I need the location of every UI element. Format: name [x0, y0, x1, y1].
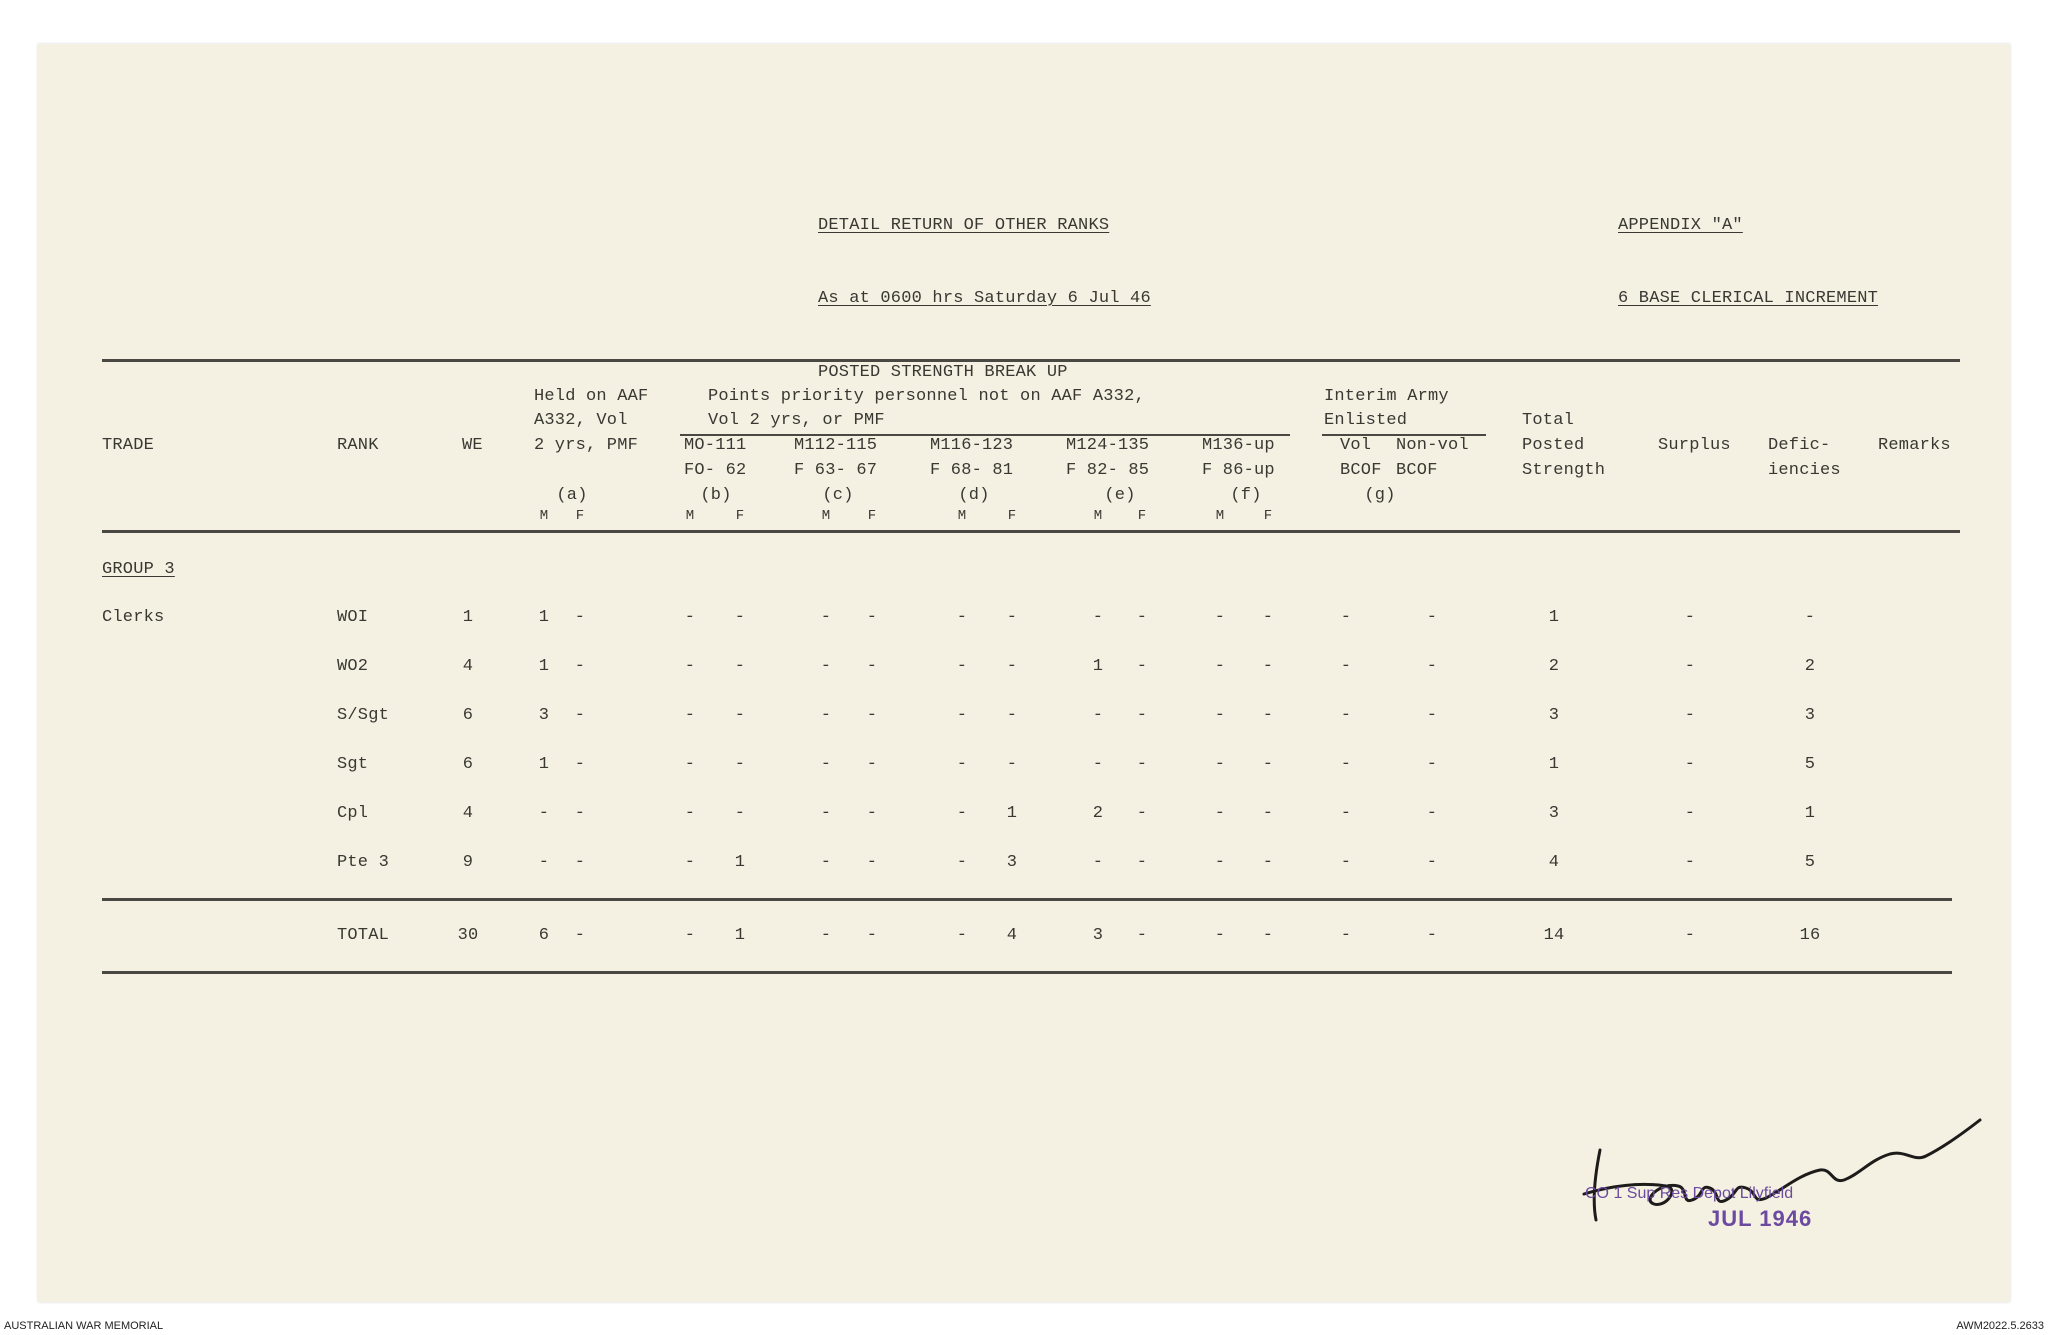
row-cell: - [684, 755, 696, 774]
row-cell: - [1006, 755, 1018, 774]
col-b-line2: FO- 62 [684, 461, 747, 480]
trade-name: Clerks [102, 608, 165, 627]
row-cell: - [1006, 706, 1018, 725]
total-rank: TOTAL [337, 926, 390, 945]
col-interim-line1: Interim Army [1324, 387, 1449, 406]
col-nonvol: Non-vol [1396, 436, 1469, 455]
row-surplus: - [1684, 755, 1696, 774]
total-defic: 16 [1799, 926, 1821, 945]
col-trade: TRADE [102, 436, 155, 455]
col-surplus: Surplus [1658, 436, 1731, 455]
row-defic: 1 [1804, 804, 1816, 823]
sub-f: F [735, 508, 745, 524]
row-we: 9 [462, 853, 474, 872]
row-cell: - [574, 608, 586, 627]
col-defic-line2: iencies [1768, 461, 1841, 480]
row-cell: - [574, 706, 586, 725]
col-g-tag: (g) [1364, 486, 1396, 505]
col-held-tag: (a) [556, 486, 588, 505]
col-b-line1: MO-111 [684, 436, 747, 455]
total-cell: 1 [734, 926, 746, 945]
table-top-rule [102, 359, 1960, 362]
row-cell: - [1214, 608, 1226, 627]
row-total: 1 [1548, 755, 1560, 774]
row-we: 6 [462, 706, 474, 725]
row-cell: - [538, 853, 550, 872]
sub-m: M [957, 508, 967, 524]
row-total: 1 [1548, 608, 1560, 627]
row-cell: - [684, 853, 696, 872]
row-we: 6 [462, 755, 474, 774]
row-cell: - [1426, 804, 1438, 823]
row-we: 1 [462, 608, 474, 627]
row-cell: - [1214, 657, 1226, 676]
row-cell: - [1136, 657, 1148, 676]
footer-left: AUSTRALIAN WAR MEMORIAL [4, 1320, 164, 1332]
col-d-tag: (d) [958, 486, 990, 505]
posted-breakup-header: POSTED STRENGTH BREAK UP [818, 363, 1068, 382]
col-points-line2: Vol 2 yrs, or PMF [708, 411, 885, 430]
sub-f: F [1007, 508, 1017, 524]
row-total: 3 [1548, 706, 1560, 725]
row-cell: - [684, 706, 696, 725]
group-label: GROUP 3 [102, 560, 175, 579]
sub-m: M [1093, 508, 1103, 524]
col-c-line2: F 63- 67 [794, 461, 878, 480]
row-cell: - [820, 706, 832, 725]
row-total: 2 [1548, 657, 1560, 676]
col-e-tag: (e) [1104, 486, 1136, 505]
row-defic: - [1804, 608, 1816, 627]
row-defic: 5 [1804, 853, 1816, 872]
row-cell: - [1426, 706, 1438, 725]
row-cell: - [1262, 608, 1274, 627]
total-total: 14 [1543, 926, 1565, 945]
row-surplus: - [1684, 608, 1696, 627]
col-held-line1: Held on AAF [534, 387, 649, 406]
row-cell: - [1426, 853, 1438, 872]
col-total-line2: Posted [1522, 436, 1585, 455]
row-defic: 5 [1804, 755, 1816, 774]
row-cell: 1 [538, 755, 550, 774]
col-defic-line1: Defic- [1768, 436, 1831, 455]
row-cell: - [1092, 853, 1104, 872]
total-cell: - [574, 926, 586, 945]
row-cell: - [866, 706, 878, 725]
col-held-line2: A332, Vol [534, 411, 628, 430]
row-cell: - [820, 755, 832, 774]
row-surplus: - [1684, 706, 1696, 725]
row-cell: - [820, 608, 832, 627]
row-cell: - [956, 706, 968, 725]
row-cell: - [1006, 608, 1018, 627]
header-bottom-rule [102, 530, 1960, 533]
row-rank: WO2 [337, 657, 369, 676]
row-cell: - [1136, 706, 1148, 725]
row-cell: 2 [1092, 804, 1104, 823]
row-cell: - [1136, 804, 1148, 823]
sub-f: F [867, 508, 877, 524]
row-cell: 1 [1006, 804, 1018, 823]
sub-f: F [1137, 508, 1147, 524]
row-surplus: - [1684, 657, 1696, 676]
sub-m: M [1215, 508, 1225, 524]
total-cell: - [1426, 926, 1438, 945]
row-cell: - [1262, 706, 1274, 725]
col-total-line3: Strength [1522, 461, 1606, 480]
row-cell: 1 [1092, 657, 1104, 676]
row-cell: - [574, 804, 586, 823]
row-cell: - [956, 804, 968, 823]
col-vol-bcof: BCOF [1340, 461, 1382, 480]
row-cell: - [1340, 804, 1352, 823]
col-held-line3: 2 yrs, PMF [534, 436, 639, 455]
row-cell: - [538, 804, 550, 823]
row-cell: - [1262, 804, 1274, 823]
row-cell: - [1340, 706, 1352, 725]
row-cell: - [866, 657, 878, 676]
col-d-line2: F 68- 81 [930, 461, 1014, 480]
col-b-tag: (b) [700, 486, 732, 505]
col-f-line1: M136-up [1202, 436, 1275, 455]
total-cell: - [1340, 926, 1352, 945]
row-cell: - [734, 657, 746, 676]
col-rank: RANK [337, 436, 379, 455]
row-cell: - [1262, 755, 1274, 774]
row-cell: 1 [538, 608, 550, 627]
sub-m: M [539, 508, 549, 524]
total-cell: - [956, 926, 968, 945]
row-we: 4 [462, 804, 474, 823]
row-cell: - [956, 608, 968, 627]
col-points-line1: Points priority personnel not on AAF A332, [708, 387, 1145, 406]
row-cell: - [956, 853, 968, 872]
total-cell: 6 [538, 926, 550, 945]
document-title: DETAIL RETURN OF OTHER RANKS [818, 216, 1110, 235]
row-cell: - [734, 706, 746, 725]
row-cell: - [574, 755, 586, 774]
col-we: WE [462, 436, 483, 455]
total-cell: - [684, 926, 696, 945]
col-e-line1: M124-135 [1066, 436, 1150, 455]
sub-f: F [1263, 508, 1273, 524]
row-cell: - [1136, 853, 1148, 872]
row-cell: - [684, 804, 696, 823]
row-rank: WOI [337, 608, 369, 627]
row-cell: - [866, 853, 878, 872]
row-cell: - [734, 608, 746, 627]
col-c-line1: M112-115 [794, 436, 878, 455]
row-cell: - [1426, 755, 1438, 774]
col-total-line1: Total [1522, 411, 1575, 430]
total-surplus: - [1684, 926, 1696, 945]
total-cell: - [1262, 926, 1274, 945]
row-cell: - [820, 657, 832, 676]
row-cell: - [1262, 853, 1274, 872]
row-cell: - [684, 608, 696, 627]
row-total: 3 [1548, 804, 1560, 823]
row-cell: - [1092, 706, 1104, 725]
total-we: 30 [457, 926, 479, 945]
row-cell: - [866, 755, 878, 774]
appendix-label: APPENDIX "A" [1618, 216, 1743, 235]
row-cell: - [734, 755, 746, 774]
row-cell: - [866, 608, 878, 627]
row-cell: - [1214, 804, 1226, 823]
total-cell: 4 [1006, 926, 1018, 945]
col-vol: Vol [1340, 436, 1372, 455]
stamp-unit: CO 1 Sup Res Depot Lilyfield [1585, 1185, 1794, 1202]
row-we: 4 [462, 657, 474, 676]
row-cell: - [734, 804, 746, 823]
row-surplus: - [1684, 853, 1696, 872]
document-subtitle: As at 0600 hrs Saturday 6 Jul 46 [818, 289, 1151, 308]
total-cell: - [820, 926, 832, 945]
row-cell: - [1136, 608, 1148, 627]
total-cell: 3 [1092, 926, 1104, 945]
sub-m: M [685, 508, 695, 524]
row-cell: - [1214, 853, 1226, 872]
row-cell: - [1340, 853, 1352, 872]
row-cell: - [1214, 755, 1226, 774]
col-c-tag: (c) [822, 486, 854, 505]
row-cell: - [574, 657, 586, 676]
row-cell: 1 [734, 853, 746, 872]
col-nonvol-bcof: BCOF [1396, 461, 1438, 480]
row-cell: - [1262, 657, 1274, 676]
row-defic: 3 [1804, 706, 1816, 725]
row-cell: - [866, 804, 878, 823]
row-total: 4 [1548, 853, 1560, 872]
table-bottom-rule [102, 971, 1952, 974]
row-cell: - [1426, 657, 1438, 676]
row-cell: - [574, 853, 586, 872]
row-cell: 3 [538, 706, 550, 725]
row-cell: - [956, 657, 968, 676]
row-cell: - [1340, 608, 1352, 627]
row-rank: Pte 3 [337, 853, 390, 872]
total-cell: - [866, 926, 878, 945]
row-cell: - [684, 657, 696, 676]
total-cell: - [1214, 926, 1226, 945]
stamp-date: JUL 1946 [1708, 1206, 1813, 1231]
row-cell: 1 [538, 657, 550, 676]
col-f-line2: F 86-up [1202, 461, 1275, 480]
totals-top-rule [102, 898, 1952, 901]
row-cell: - [1092, 608, 1104, 627]
row-cell: - [820, 853, 832, 872]
row-surplus: - [1684, 804, 1696, 823]
col-e-line2: F 82- 85 [1066, 461, 1150, 480]
row-defic: 2 [1804, 657, 1816, 676]
footer-right: AWM2022.5.2633 [1956, 1320, 2044, 1332]
col-f-tag: (f) [1230, 486, 1262, 505]
col-interim-line2: Enlisted [1324, 411, 1408, 430]
total-cell: - [1136, 926, 1148, 945]
row-cell: - [1340, 657, 1352, 676]
col-d-line1: M116-123 [930, 436, 1014, 455]
row-cell: 3 [1006, 853, 1018, 872]
row-cell: - [1214, 706, 1226, 725]
sub-f: F [575, 508, 585, 524]
sub-m: M [821, 508, 831, 524]
row-cell: - [1006, 657, 1018, 676]
row-cell: - [1092, 755, 1104, 774]
row-cell: - [1340, 755, 1352, 774]
row-cell: - [1426, 608, 1438, 627]
row-cell: - [956, 755, 968, 774]
row-cell: - [820, 804, 832, 823]
unit-label: 6 BASE CLERICAL INCREMENT [1618, 289, 1879, 308]
row-cell: - [1136, 755, 1148, 774]
col-remarks: Remarks [1878, 436, 1951, 455]
row-rank: S/Sgt [337, 706, 390, 725]
row-rank: Cpl [337, 804, 369, 823]
row-rank: Sgt [337, 755, 369, 774]
